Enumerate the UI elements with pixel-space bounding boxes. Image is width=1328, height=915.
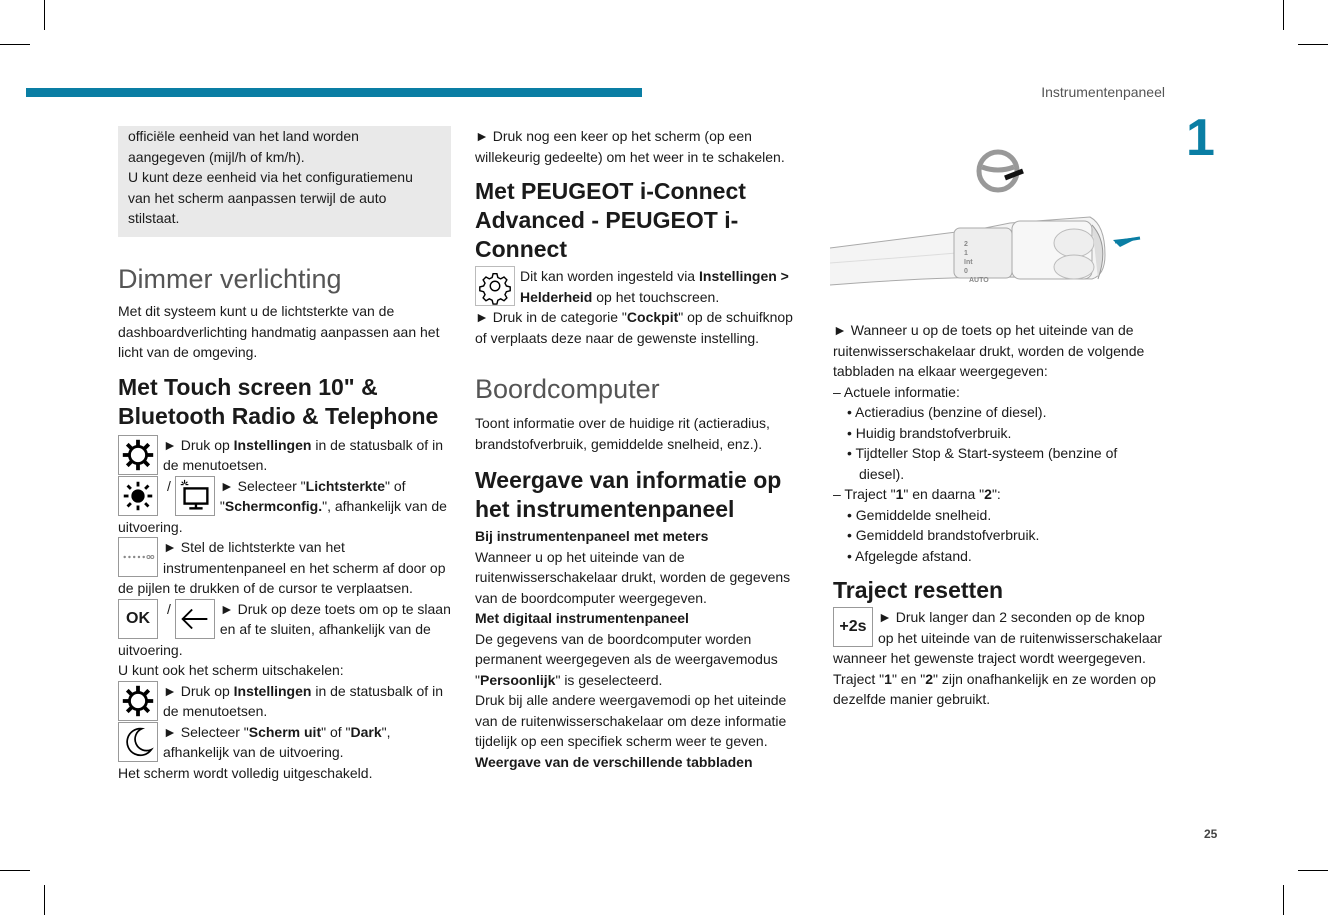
step-text: ", afhankelijk van de uitvoering. [118,498,447,535]
heading-boordcomputer: Boordcomputer [475,374,660,404]
step-bold: Instellingen [233,682,312,699]
step-text: Dit kan worden ingesteld via [520,268,699,284]
text: ► Druk in de categorie " [475,309,627,325]
crop-mark [1298,870,1328,871]
step-bold: Lichtsterkte [305,477,385,494]
list-item: • Gemiddeld brandstofverbruik. [847,527,1040,543]
heading-i-connect: Met PEUGEOT i-Connect Advanced - PEUGEOT i-Connect [475,178,746,262]
note-box [118,126,451,237]
list-item: • Tijdteller Stop & Start-systeem (benzine of diesel). [847,445,1118,482]
step-text: ► Druk langer dan 2 seconden op de knop op het uiteinde van de ruitenwisserschakelaar wanneer het gewenste traject wordt weergegeven. [833,609,1163,666]
text: " is geselecteerd. [555,671,663,688]
list-item: • Huidig brandstofverbruik. [847,424,1012,441]
note-line: U kunt deze eenheid via het configuratiemenu [128,169,413,185]
note-line: van het scherm aanpassen terwijl de auto [128,189,387,206]
step-text: ► Stel de lichtsterkte van het instrumentenpaneel en het scherm af door op de pijlen te drukken of de cursor te verplaatsen. [118,539,446,596]
step-screen-off [118,722,451,763]
crop-mark [1298,44,1328,45]
crop-mark [44,885,45,915]
step-ok [118,599,451,661]
sun-icon [118,476,158,516]
crop-mark [44,0,45,30]
gear-icon [118,681,158,721]
column-1 [118,126,451,783]
text: " en daarna " [903,486,985,502]
step-bold: Scherm uit [248,723,322,740]
note-line: officiële eenheid van het land worden [128,128,359,144]
subheading: Weergave van de verschillende tabbladen [475,753,753,770]
bold-text: 2 [984,486,992,502]
step-text: ► Druk op [163,436,234,453]
column-3 [833,320,1163,710]
step-text: ► Druk op deze toets om op te slaan en af te sluiten, afhankelijk van de uitvoering. [118,600,451,658]
step-bold: Instellingen > Helderheid [520,268,789,305]
text: De gegevens van de boordcomputer worden permanent weergegeven als de weergavemodus " [475,630,778,688]
text: " zijn onafhankelijk en ze worden op dezelfde manier gebruikt. [833,670,1156,707]
crop-mark [1283,0,1284,30]
step-text: " of " [321,723,351,740]
back-arrow-icon [175,599,215,639]
subheading: Met digitaal instrumentenpaneel [475,610,689,626]
note-line: aangegeven (mijl/h of km/h). [128,148,305,165]
paragraph-dimmer: Met dit systeem kunt u de lichtsterkte van de dashboardverlichting handmatig aanpassen aan het licht van de omgeving. [118,303,440,360]
note-line: stilstaat. [128,210,180,226]
step-text: ► Selecteer " [163,723,249,740]
step-adjust [118,537,451,599]
step-helderheid [475,266,805,307]
list-item: • Actieradius (benzine of diesel). [847,404,1047,420]
paragraph: Het scherm wordt volledig uitgeschakeld. [118,764,373,781]
step-reset [833,607,1163,669]
hold-2s-icon [833,607,873,647]
stalk-label: 1 [964,250,968,257]
gear-icon [118,435,158,475]
heading-dimmer: Dimmer verlichting [118,264,342,294]
paragraph [475,629,805,691]
step-bold: Dark [350,723,382,740]
step-settings [118,435,451,476]
step-bold: Instellingen [233,436,312,453]
list-heading: – Actuele informatie: [833,383,960,400]
step-text: " of " [219,477,406,514]
bold-text: 1 [884,670,892,687]
paragraph: ► Wanneer u op de toets op het uiteinde van de ruitenwisserschakelaar drukt, worden de volgende tabbladen na elkaar weergegeven: [833,322,1145,379]
slash: / [167,600,171,617]
bold-text: Persoonlijk [479,671,556,688]
chapter-number: 1 [1186,109,1215,167]
paragraph [475,307,805,348]
step-text: in de statusbalk of in de menutoetsen. [163,682,443,719]
text: Traject " [833,670,885,687]
column-2 [475,126,805,772]
stalk-label: 2 [964,241,968,248]
paragraph: ► Druk nog een keer op het scherm (op een willekeurig gedeelte) om het weer in te schakelen. [475,128,785,165]
crop-mark [0,44,30,45]
step-text: ", afhankelijk van de uitvoering. [163,723,391,760]
step-brightness [118,476,451,538]
step-text: in de statusbalk of in de menutoetsen. [163,436,443,473]
screen-config-icon [175,476,215,516]
steering-wheel-icon [979,152,1023,190]
step-text: ► Selecteer " [219,477,306,494]
paragraph [833,669,1163,710]
text: ": [991,486,1001,502]
hold-2s-label: +2s [839,618,867,635]
gear-outline-icon [475,266,515,306]
stalk-label: 0 [964,268,968,275]
ok-label: OK [126,609,150,627]
header-bar [26,88,642,97]
page-number: 25 [1204,827,1218,841]
moon-icon [118,722,158,762]
paragraph: Druk bij alle andere weergavemodi op het uiteinde van de ruitenwisserschakelaar om deze informatie tijdelijk op een specifiek scherm weer te geven. [475,692,787,749]
list-heading [833,484,1163,505]
crop-mark [1283,885,1284,915]
subheading: Bij instrumentenpaneel met meters [475,528,709,544]
wiper-stalk-illustration [830,145,1150,310]
stalk-label: AUTO [969,277,989,284]
bold-text: 2 [925,670,934,687]
crop-mark [0,870,30,871]
step-text: ► Druk op [163,682,234,699]
text: – Traject " [833,486,896,502]
brightness-slider-icon [118,537,158,577]
list-item: • Gemiddelde snelheid. [847,506,992,523]
slash: / [167,477,171,494]
text: " op de schuifknop of verplaats deze naar de gewenste instelling. [475,309,793,346]
paragraph: U kunt ook het scherm uitschakelen: [118,662,344,678]
step-text: op het touchscreen. [592,288,720,305]
paragraph: Wanneer u op het uiteinde van de ruitenwisserschakelaar drukt, worden de gegevens van de boordcomputer weergegeven. [475,548,791,606]
list-item: • Afgelegde afstand. [847,547,972,564]
heading-traject-resetten: Traject resetten [833,577,1004,603]
step-bold: Schermconfig. [224,498,323,514]
bold-text: Cockpit [626,309,679,325]
section-title: Instrumentenpaneel [1041,84,1165,100]
heading-weergave: Weergave van informatie op het instrumentenpaneel [475,467,782,522]
text: " en " [891,670,926,687]
stalk-label: Int [964,259,973,266]
step-settings-2 [118,681,451,722]
ok-button-icon [118,599,158,639]
bold-text: 1 [895,486,904,502]
heading-touch-screen: Met Touch screen 10" & Bluetooth Radio & Telephone [118,373,439,429]
paragraph: Toont informatie over de huidige rit (actieradius, brandstofverbruik, gemiddelde snelheid, enz.). [475,415,770,452]
